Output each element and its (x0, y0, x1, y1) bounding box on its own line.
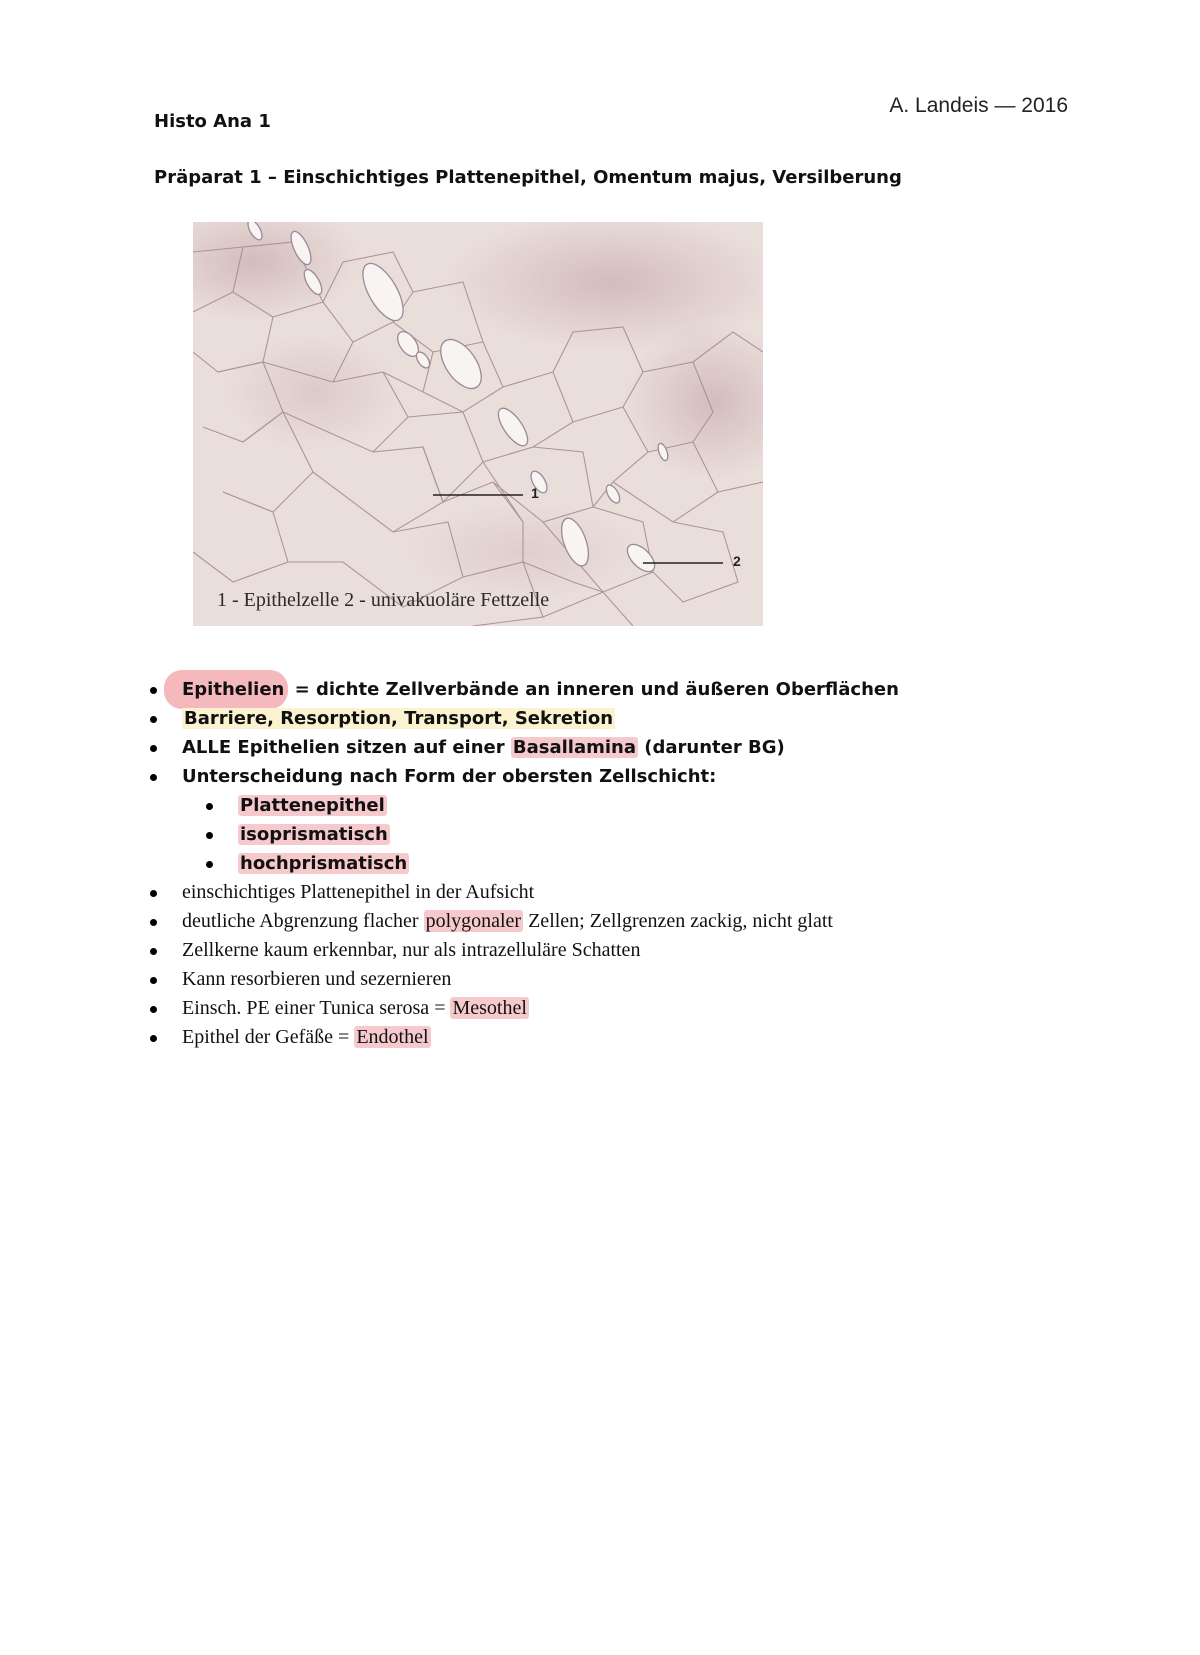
highlighted-text: Barriere, Resorption, Transport, Sekretion (184, 708, 614, 729)
list-item (150, 675, 1150, 704)
list-item-text: = dichte Zellverbände an inneren und äußeren Oberflächen (288, 679, 899, 700)
list-item (150, 994, 1150, 1023)
author-year: A. Landeis — 2016 (889, 94, 1068, 117)
list-item-text: deutliche Abgrenzung flacher (182, 910, 424, 932)
list-item-text: Unterscheidung nach Form der obersten Zellschicht: (182, 766, 717, 787)
sub-list-item (150, 791, 1150, 820)
section-heading: Präparat 1 – Einschichtiges Plattenepithel, Omentum majus, Versilberung (154, 167, 902, 188)
list-item (150, 733, 1150, 762)
list-item-text: Epithel der Gefäße = (182, 1026, 355, 1048)
list-item-text: Zellkerne kaum erkennbar, nur als intrazelluläre Schatten (182, 939, 641, 961)
list-item (150, 936, 1150, 965)
list-item (150, 762, 1150, 791)
list-item (150, 878, 1150, 907)
notes-list (150, 675, 1150, 1052)
highlighted-term: Mesothel (452, 997, 527, 1019)
list-item-text: Kann resorbieren und sezernieren (182, 968, 452, 990)
list-item-text: ALLE Epithelien sitzen auf einer (182, 737, 511, 758)
highlighted-term: polygonaler (425, 910, 522, 932)
sub-list-item (150, 820, 1150, 849)
highlighted-term: Endothel (356, 1026, 429, 1048)
highlighted-term: isoprismatisch (240, 824, 388, 845)
list-item (150, 1023, 1150, 1052)
page-title: Histo Ana 1 (154, 111, 271, 132)
highlighted-term: Plattenepithel (240, 795, 385, 816)
list-item-text: Zellen; Zellgrenzen zackig, nicht glatt (523, 910, 833, 932)
marker-2: 2 (733, 553, 741, 569)
highlighted-term: hochprismatisch (240, 853, 408, 874)
micrograph-drawing (193, 222, 763, 626)
list-item (150, 965, 1150, 994)
micrograph-caption: 1 - Epithelzelle 2 - univakuoläre Fettzelle (217, 589, 550, 611)
highlighted-term: Epithelien (164, 670, 288, 709)
highlighted-term: Basallamina (512, 737, 637, 758)
list-item-text: Einsch. PE einer Tunica serosa = (182, 997, 451, 1019)
marker-1: 1 (531, 485, 539, 501)
list-item (150, 907, 1150, 936)
list-item (150, 704, 1150, 733)
list-item-text: (darunter BG) (638, 737, 785, 758)
micrograph-image (193, 222, 763, 626)
list-item-text: einschichtiges Plattenepithel in der Aufsicht (182, 881, 535, 903)
sub-list-item (150, 849, 1150, 878)
